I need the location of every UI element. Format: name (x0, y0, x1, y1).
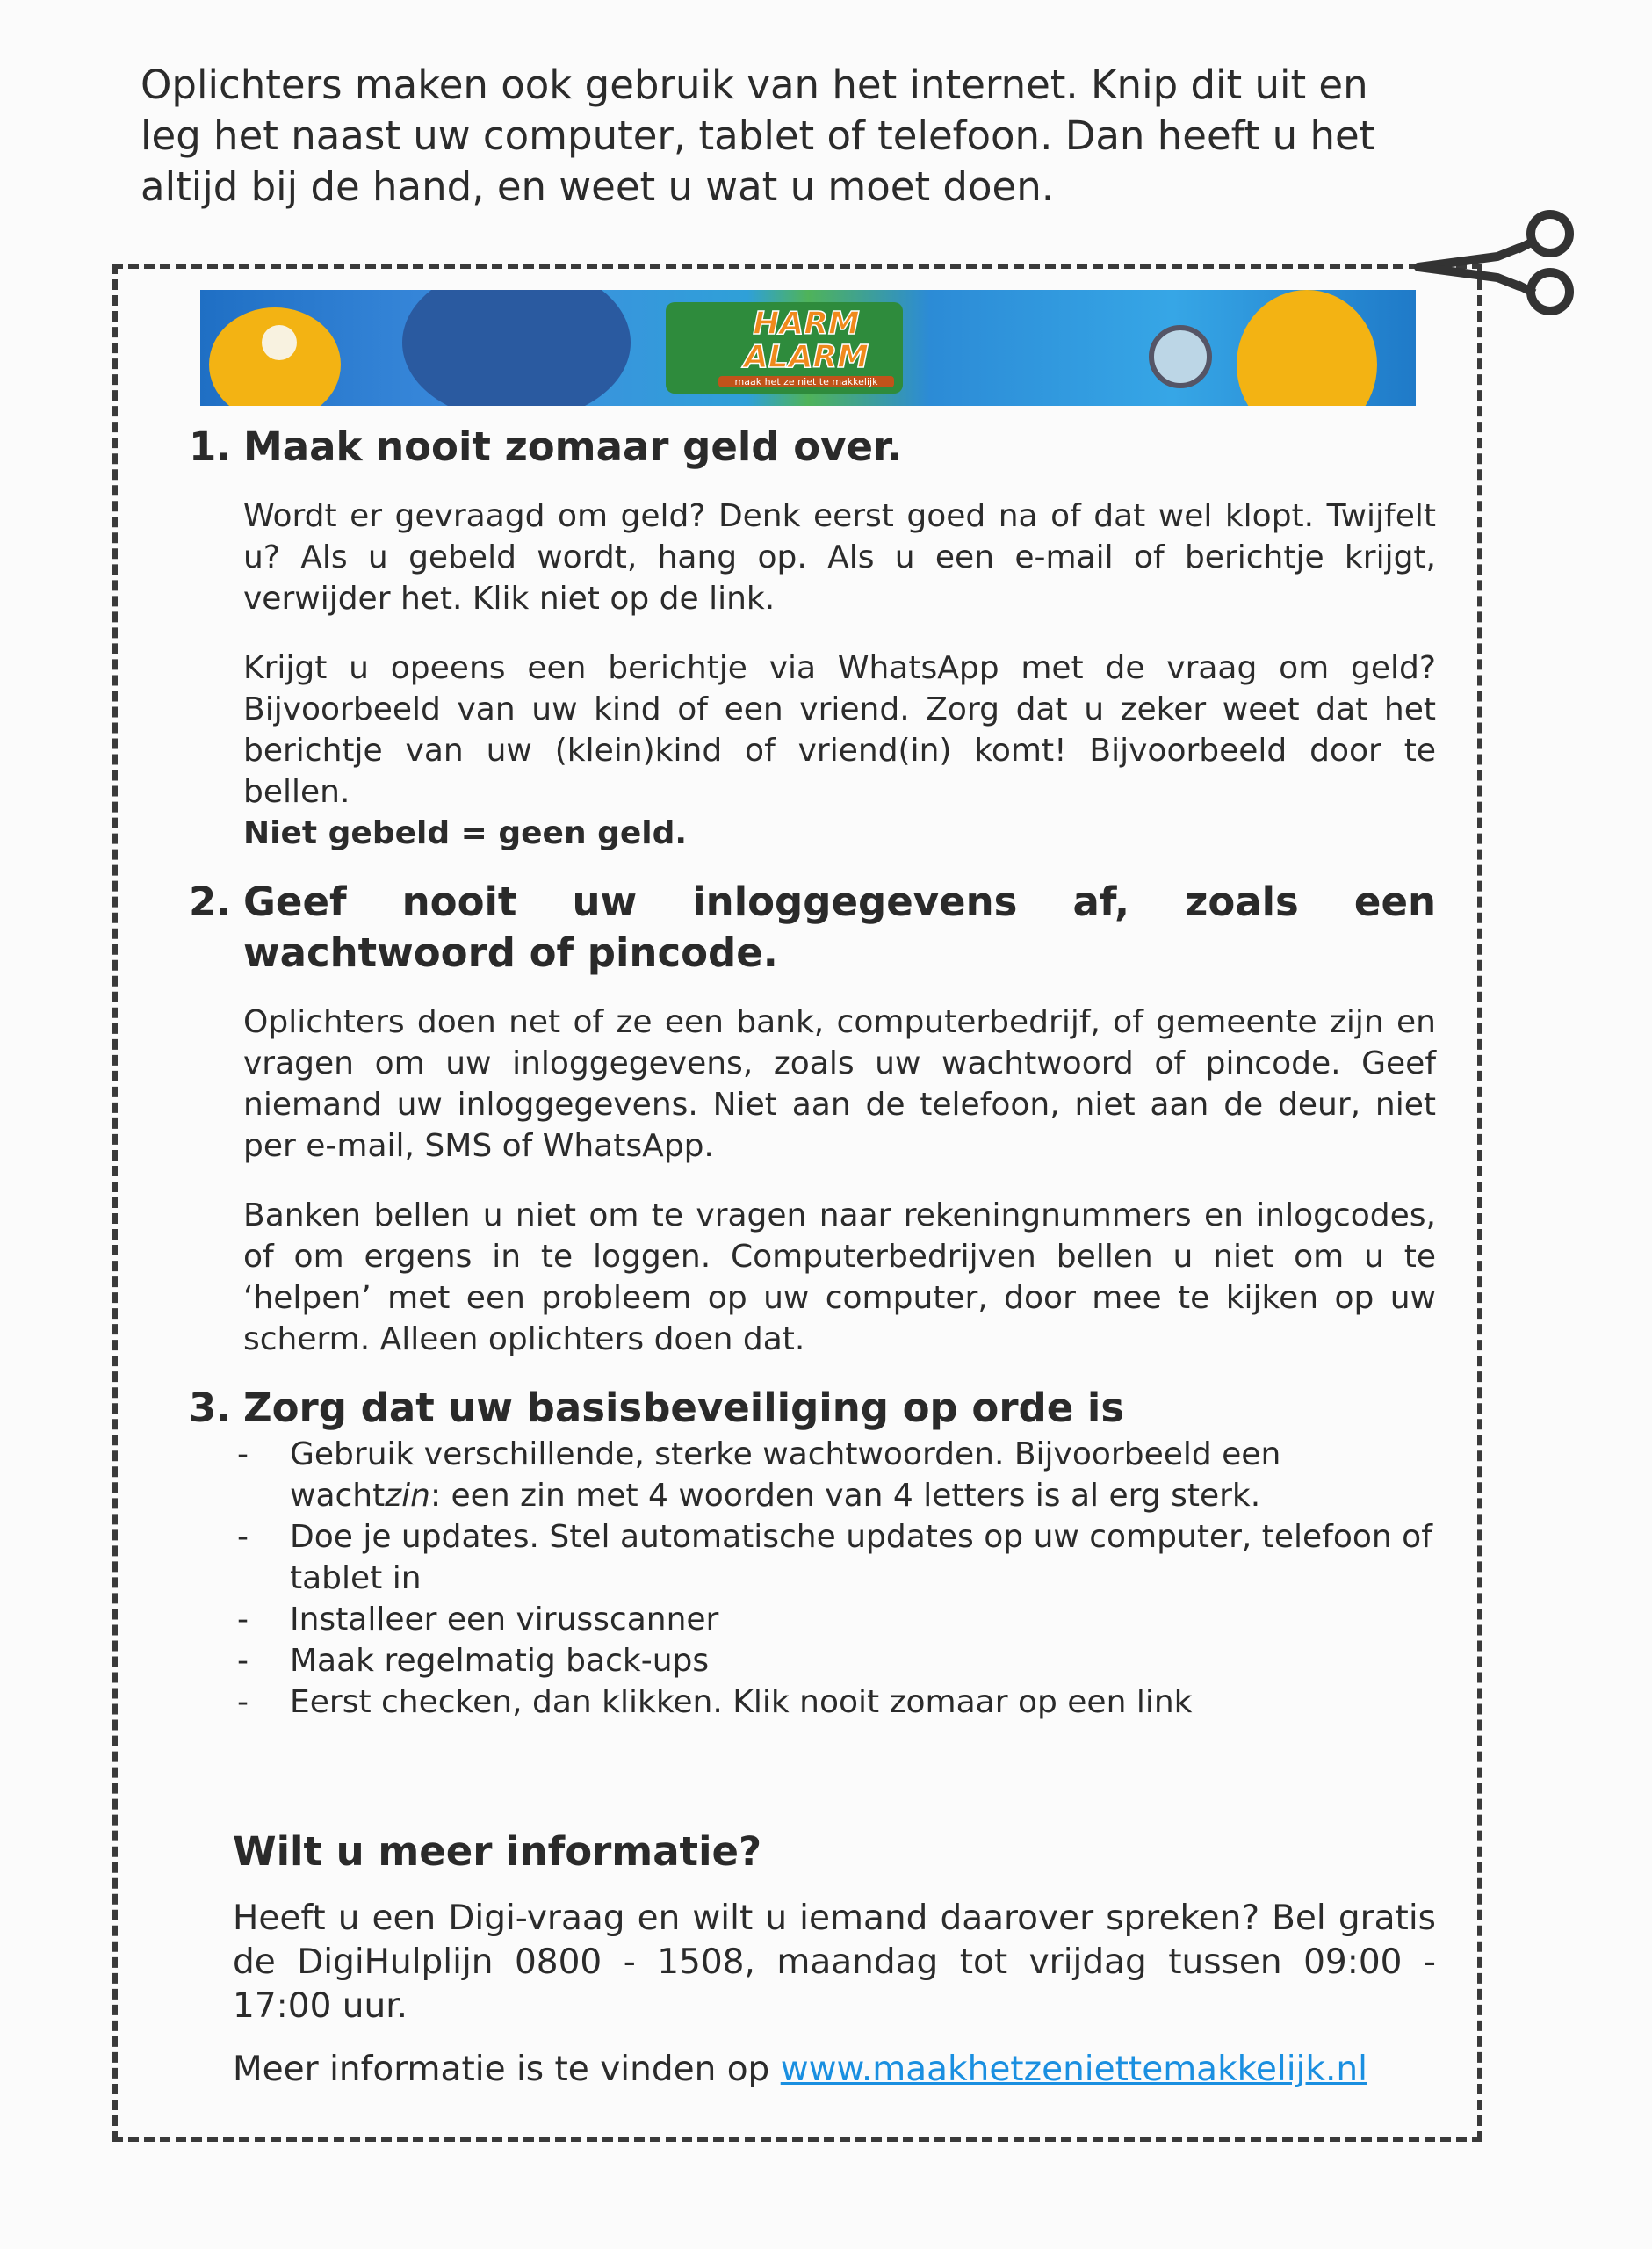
scissors-icon (1414, 206, 1590, 320)
list-item: - Doe je updates. Stel automatische updates op uw computer, telefoon of tablet in (237, 1519, 1432, 1596)
cartoon-eye-right (1149, 325, 1212, 388)
logo-line-1: HARM (753, 306, 860, 342)
section-3-heading (189, 1383, 1436, 1434)
security-tips-list (189, 1434, 1436, 1723)
more-info-heading: Wilt u meer informatie? (233, 1828, 762, 1875)
section-1-paragraph-2-text: Krijgt u opeens een berichtje via WhatsApp met de vraag om geld? Bijvoorbeeld van uw kind of een vriend. Zorg dat u zeker weet dat het berichtje van uw (klein)kind of vriend(in) komt! Bijvoorbeeld door te bellen. (243, 650, 1436, 810)
main-content (189, 422, 1436, 2092)
more-info-paragraph: Heeft u een Digi-vraag en wilt u iemand daarover spreken? Bel gratis de DigiHulplijn 0800 - 1508, maandag tot vrijdag tussen 09:00 - 17:00 uur. (233, 1898, 1436, 2026)
banner-background-shape (402, 290, 631, 406)
section-1-paragraph-1: Wordt er gevraagd om geld? Denk eerst goed na of dat wel klopt. Twijfelt u? Als u gebeld wordt, hang op. Als u een e-mail of berichtje krijgt, verwijder het. Klik niet op de link. (243, 498, 1436, 617)
logo-tagline: maak het ze niet te makkelijk (718, 376, 894, 387)
list-item: - Installeer een virusscanner (237, 1602, 719, 1638)
section-2-title: Geef nooit uw inloggegevens af, zoals een wachtwoord of pincode. (243, 879, 1436, 976)
section-1-title: Maak nooit zomaar geld over. (243, 423, 902, 470)
cartoon-figure-right (1237, 290, 1377, 406)
harm-alarm-banner (200, 290, 1416, 406)
section-2-paragraph-2: Banken bellen u niet om te vragen naar rekeningnummers en inlogcodes, of om ergens in te loggen. Computerbedrijven bellen u niet om u te ‘helpen’ met een probleem op uw computer, door mee te kijken op uw scherm. Alleen oplichters doen dat. (243, 1197, 1436, 1357)
list-item: - Gebruik verschillende, sterke wachtwoorden. Bijvoorbeeld een wachtzin: een zin met 4 woorden van 4 letters is al erg sterk. (237, 1436, 1281, 1514)
section-1-heading (189, 422, 1436, 473)
section-2-number: 2. (189, 879, 232, 925)
section-1-number: 1. (189, 423, 232, 470)
more-info-link-paragraph: Meer informatie is te vinden op www.maakhetzeniettemakkelijk.nl (233, 2050, 1367, 2089)
section-2-heading (189, 877, 1436, 979)
section-3-number: 3. (189, 1385, 232, 1431)
harm-alarm-logo (666, 302, 903, 394)
section-2-paragraph-1: Oplichters doen net of ze een bank, computerbedrijf, of gemeente zijn en vragen om uw inloggegevens, zoals uw wachtwoord of pincode. Geef niemand uw inloggegevens. Niet aan de telefoon, niet aan de deur, niet per e-mail, SMS of WhatsApp. (243, 1004, 1436, 1164)
cartoon-eye-left (262, 325, 297, 360)
logo-line-2: ALARM (743, 339, 869, 375)
intro-text: Oplichters maken ook gebruik van het internet. Knip dit uit en leg het naast uw computer, tablet of telefoon. Dan heeft u het altijd bij de hand, en weet u wat u moet doen. (141, 61, 1375, 210)
section-1-paragraph-2 (243, 647, 1436, 854)
section-3-title: Zorg dat uw basisbeveiliging op orde is (243, 1385, 1125, 1431)
list-item: - Eerst checken, dan klikken. Klik nooit zomaar op een link (237, 1684, 1193, 1720)
website-link[interactable]: www.maakhetzeniettemakkelijk.nl (780, 2050, 1367, 2089)
list-item: - Maak regelmatig back-ups (237, 1643, 710, 1679)
section-1-emphasis: Niet gebeld = geen geld. (243, 815, 688, 851)
